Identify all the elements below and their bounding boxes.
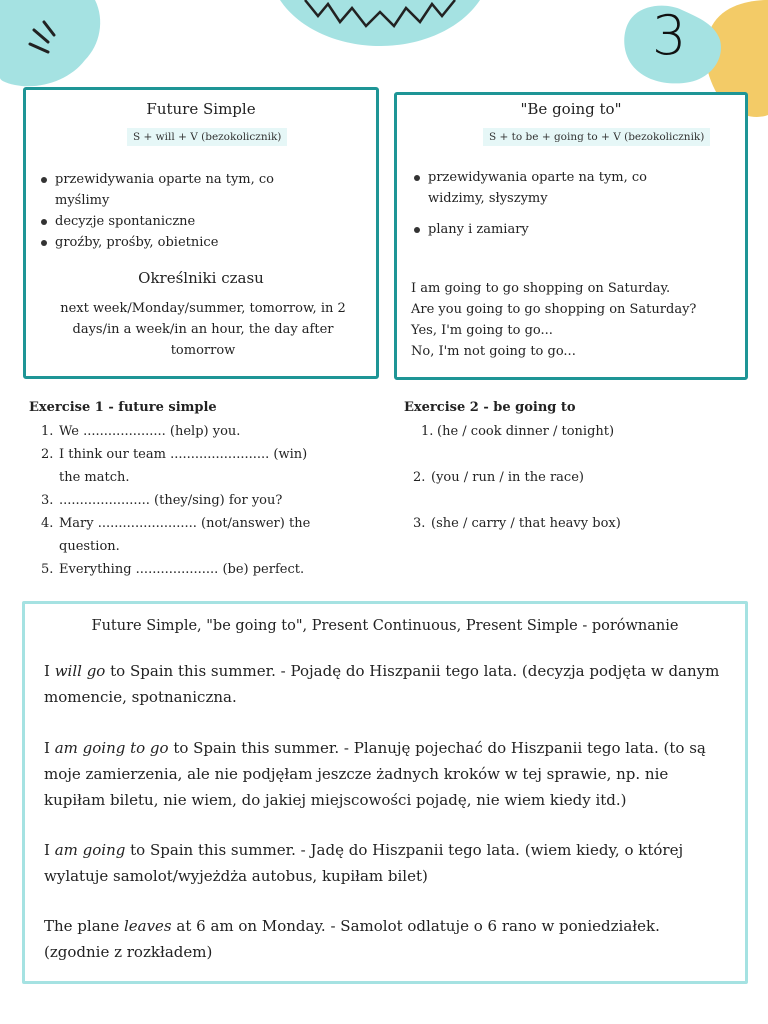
item-text: (he / cook dinner / tonight) [437, 424, 615, 439]
time-expressions-heading: Określniki czasu [138, 269, 264, 287]
item-number: 2. [41, 447, 54, 462]
text-run: to Spain this summer. - Jadę do Hiszpanii tego lata. (wiem kiedy, o której wylatuje samolot/wyjeżdża autobus, kupiłam bilet) [44, 841, 684, 885]
list-item: przewidywania oparte na tym, co widzimy, słyszymy [414, 167, 674, 209]
comparison-paragraph-4 [44, 913, 724, 965]
future-simple-uses [41, 169, 301, 253]
item-number: 5. [41, 562, 54, 577]
number-glyph: 3 [652, 4, 687, 67]
exercise-1-title: Exercise 1 - future simple [29, 400, 217, 415]
item-number: 3. [41, 493, 54, 508]
top-center-sun [270, 0, 490, 48]
exercise-2-title: Exercise 2 - be going to [404, 400, 576, 415]
future-simple-formula: S + will + V (bezokolicznik) [127, 128, 287, 146]
list-item: przewidywania oparte na tym, co myślimy [41, 169, 301, 211]
future-simple-box [23, 87, 379, 379]
list-item: groźby, prośby, obietnice [41, 232, 301, 253]
list-item [413, 420, 733, 466]
comparison-title: Future Simple, "be going to", Present Continuous, Present Simple - porównanie [91, 618, 679, 634]
text-run: to Spain this summer. - Planuję pojechać do Hiszpanii tego lata. (to są moje zamierzenia, ale nie podjęłam jeszcze żadnych kroków w tej sprawie, np. nie kupiłam biletu, nie wiem, do jakiej miejscowości pojadę, nie wiem kiedy itd.) [44, 739, 706, 809]
comparison-paragraph-1 [44, 658, 724, 710]
list-item: decyzje spontaniczne [41, 211, 301, 232]
text-run: to Spain this summer. - Pojadę do Hiszpanii tego lata. (decyzja podjęta w danym momencie, spotnaniczna. [44, 662, 720, 706]
comparison-paragraph-2 [44, 735, 724, 813]
text-run: I [44, 662, 55, 680]
emphasized-verb: am going [54, 841, 126, 859]
exercise-1-list [41, 420, 321, 581]
comparison-paragraph-3 [44, 837, 724, 889]
item-number: 1. [421, 424, 434, 439]
be-going-to-title: "Be going to" [520, 100, 622, 118]
emphasized-verb: will go [54, 662, 106, 680]
example-line: Are you going to go shopping on Saturday? [411, 302, 697, 317]
list-item [41, 420, 321, 443]
text-run: at 6 am on Monday. - Samolot odlatuje o 6 rano w poniedziałek. (zgodnie z rozkładem) [44, 917, 660, 961]
text-run: I [44, 841, 55, 859]
list-item [41, 489, 321, 512]
text-run: I [44, 739, 55, 757]
text-run: The plane [44, 917, 124, 935]
example-line: I am going to go shopping on Saturday. [411, 281, 671, 296]
item-text: (you / run / in the race) [431, 470, 584, 485]
item-text: Mary ........................ (not/answer) the question. [59, 516, 311, 554]
be-going-to-formula: S + to be + going to + V (bezokolicznik) [483, 128, 710, 146]
item-text: (she / carry / that heavy box) [431, 516, 621, 531]
be-going-to-examples [411, 278, 741, 362]
list-item: plany i zamiary [414, 219, 674, 240]
example-line: No, I'm not going to go... [411, 344, 576, 359]
item-number: 2. [413, 470, 426, 485]
list-item [41, 558, 321, 581]
item-number: 1. [41, 424, 54, 439]
item-text: Everything .................... (be) perfect. [59, 562, 305, 577]
be-going-to-uses [414, 167, 674, 240]
emphasized-verb: leaves [123, 917, 172, 935]
emphasized-verb: am going to go [54, 739, 169, 757]
be-going-to-box [394, 92, 748, 380]
item-number: 4. [41, 516, 54, 531]
item-number: 3. [413, 516, 426, 531]
list-item [41, 512, 321, 558]
list-item [413, 466, 733, 512]
future-simple-title: Future Simple [146, 100, 256, 118]
example-line: Yes, I'm going to go... [411, 323, 553, 338]
top-left-blob [0, 0, 110, 90]
list-item [41, 443, 321, 489]
item-text: We .................... (help) you. [59, 424, 241, 439]
item-text: ...................... (they/sing) for you? [59, 493, 283, 508]
exercise-2-list [413, 420, 733, 535]
time-expressions-text: next week/Monday/summer, tomorrow, in 2 days/in a week/in an hour, the day after tomorrow [60, 301, 346, 358]
list-item [413, 512, 733, 535]
item-text: I think our team ........................ (win) the match. [59, 447, 308, 485]
comparison-box [22, 601, 748, 984]
